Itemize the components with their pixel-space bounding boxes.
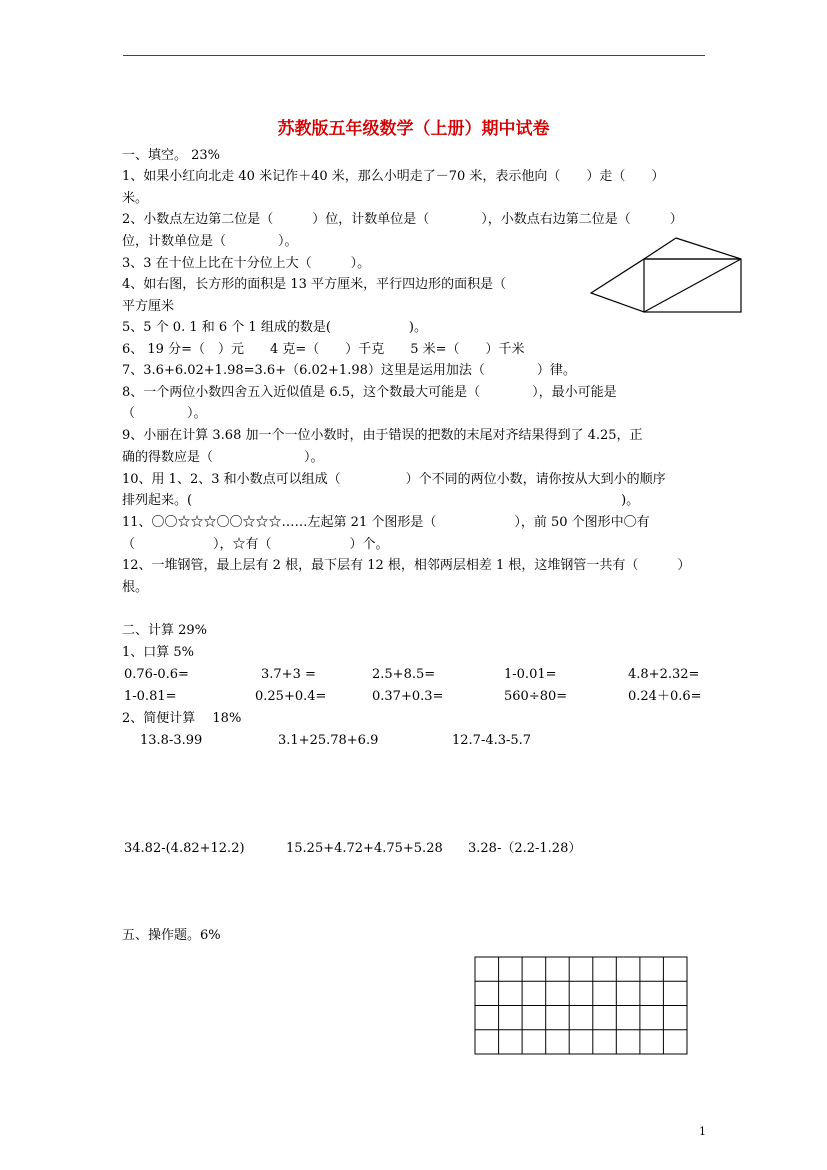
- question-line: 米。: [122, 191, 149, 206]
- question-line: 11、〇〇☆☆☆〇〇☆☆☆……左起第 21 个图形是（ ），前 50 个图形中〇有: [122, 515, 650, 530]
- question-line: 确的得数应是（ ）。: [122, 450, 324, 465]
- oral-problem: 0.76-0.6=: [124, 667, 189, 682]
- oral-problem: 560÷80=: [504, 689, 568, 704]
- oral-problem: 0.24＋0.6=: [628, 689, 702, 704]
- oral-problem: 1-0.01=: [504, 667, 557, 682]
- question-line: 3、3 在十位上比在十分位上大（ ）。: [122, 256, 371, 271]
- question-line: 排列起来。( )。: [122, 493, 640, 508]
- question-line: 5、5 个 0. 1 和 6 个 1 组成的数是( )。: [122, 320, 427, 335]
- oral-problem: 0.37+0.3=: [372, 689, 444, 704]
- header-rule: [123, 55, 705, 56]
- simplify-problem: 12.7-4.3-5.7: [452, 733, 532, 748]
- question-line: （ ），☆有（ ）个。: [122, 537, 389, 552]
- question-line: 6、 19 分=（ ）元 4 克=（ ）千克 5 米=（ ）千米: [122, 342, 525, 357]
- section-heading: 二、计算 29%: [122, 623, 208, 638]
- question-line: 10、用 1、2、3 和小数点可以组成（ ）个不同的两位小数，请你按从大到小的顺序: [122, 472, 666, 487]
- oral-problem: 1-0.81=: [124, 689, 177, 704]
- simplify-problem: 3.1+25.78+6.9: [278, 733, 379, 748]
- question-line: 4、如右图，长方形的面积是 13 平方厘米，平行四边形的面积是（: [122, 277, 507, 292]
- simplify-problem: 34.82-(4.82+12.2): [124, 841, 245, 856]
- oral-problem: 2.5+8.5=: [372, 667, 436, 682]
- question-line: 8、一个两位小数四舍五入近似值是 6.5，这个数最大可能是（ ），最小可能是: [122, 385, 617, 400]
- subsection-heading: 1、口算 5%: [122, 645, 195, 660]
- question-line: 位，计数单位是（ ）。: [122, 234, 298, 249]
- question-line: 9、小丽在计算 3.68 加一个一位小数时，由于错误的把数的末尾对齐结果得到了 4.25，正: [122, 428, 643, 443]
- simplify-problem: 15.25+4.72+4.75+5.28: [286, 841, 443, 856]
- question-line: （ ）。: [122, 406, 207, 421]
- question-line: 1、如果小红向北走 40 米记作＋40 米，那么小明走了－70 米，表示他向（ ）走（ ）: [122, 169, 665, 184]
- question-line: 2、小数点左边第二位是（ ）位，计数单位是（ ），小数点右边第二位是（ ）: [122, 212, 683, 227]
- page-title: 苏教版五年级数学（上册）期中试卷: [277, 119, 550, 139]
- oral-problem: 0.25+0.4=: [255, 689, 327, 704]
- question-line: 平方厘米: [122, 299, 175, 314]
- simplify-problem: 13.8-3.99: [140, 733, 203, 748]
- subsection-heading: 2、简便计算 18%: [122, 711, 242, 726]
- question-line: 7、3.6+6.02+1.98=3.6+（6.02+1.98）这里是运用加法（ ）律。: [122, 363, 576, 378]
- section-heading: 一、填空。 23%: [122, 148, 221, 163]
- simplify-problem: 3.28-（2.2-1.28）: [468, 841, 582, 856]
- page-number: 1: [699, 1125, 706, 1138]
- oral-problem: 3.7+3 =: [261, 667, 316, 682]
- square-grid: [474, 956, 690, 1056]
- question-line: 根。: [122, 580, 149, 595]
- question-line: 12、一堆钢管，最上层有 2 根，最下层有 12 根，相邻两层相差 1 根，这堆钢管一共有（ ）: [122, 558, 691, 573]
- rectangle-parallelogram-figure: [586, 234, 746, 316]
- section-heading: 五、操作题。6%: [122, 928, 221, 943]
- oral-problem: 4.8+2.32=: [628, 667, 700, 682]
